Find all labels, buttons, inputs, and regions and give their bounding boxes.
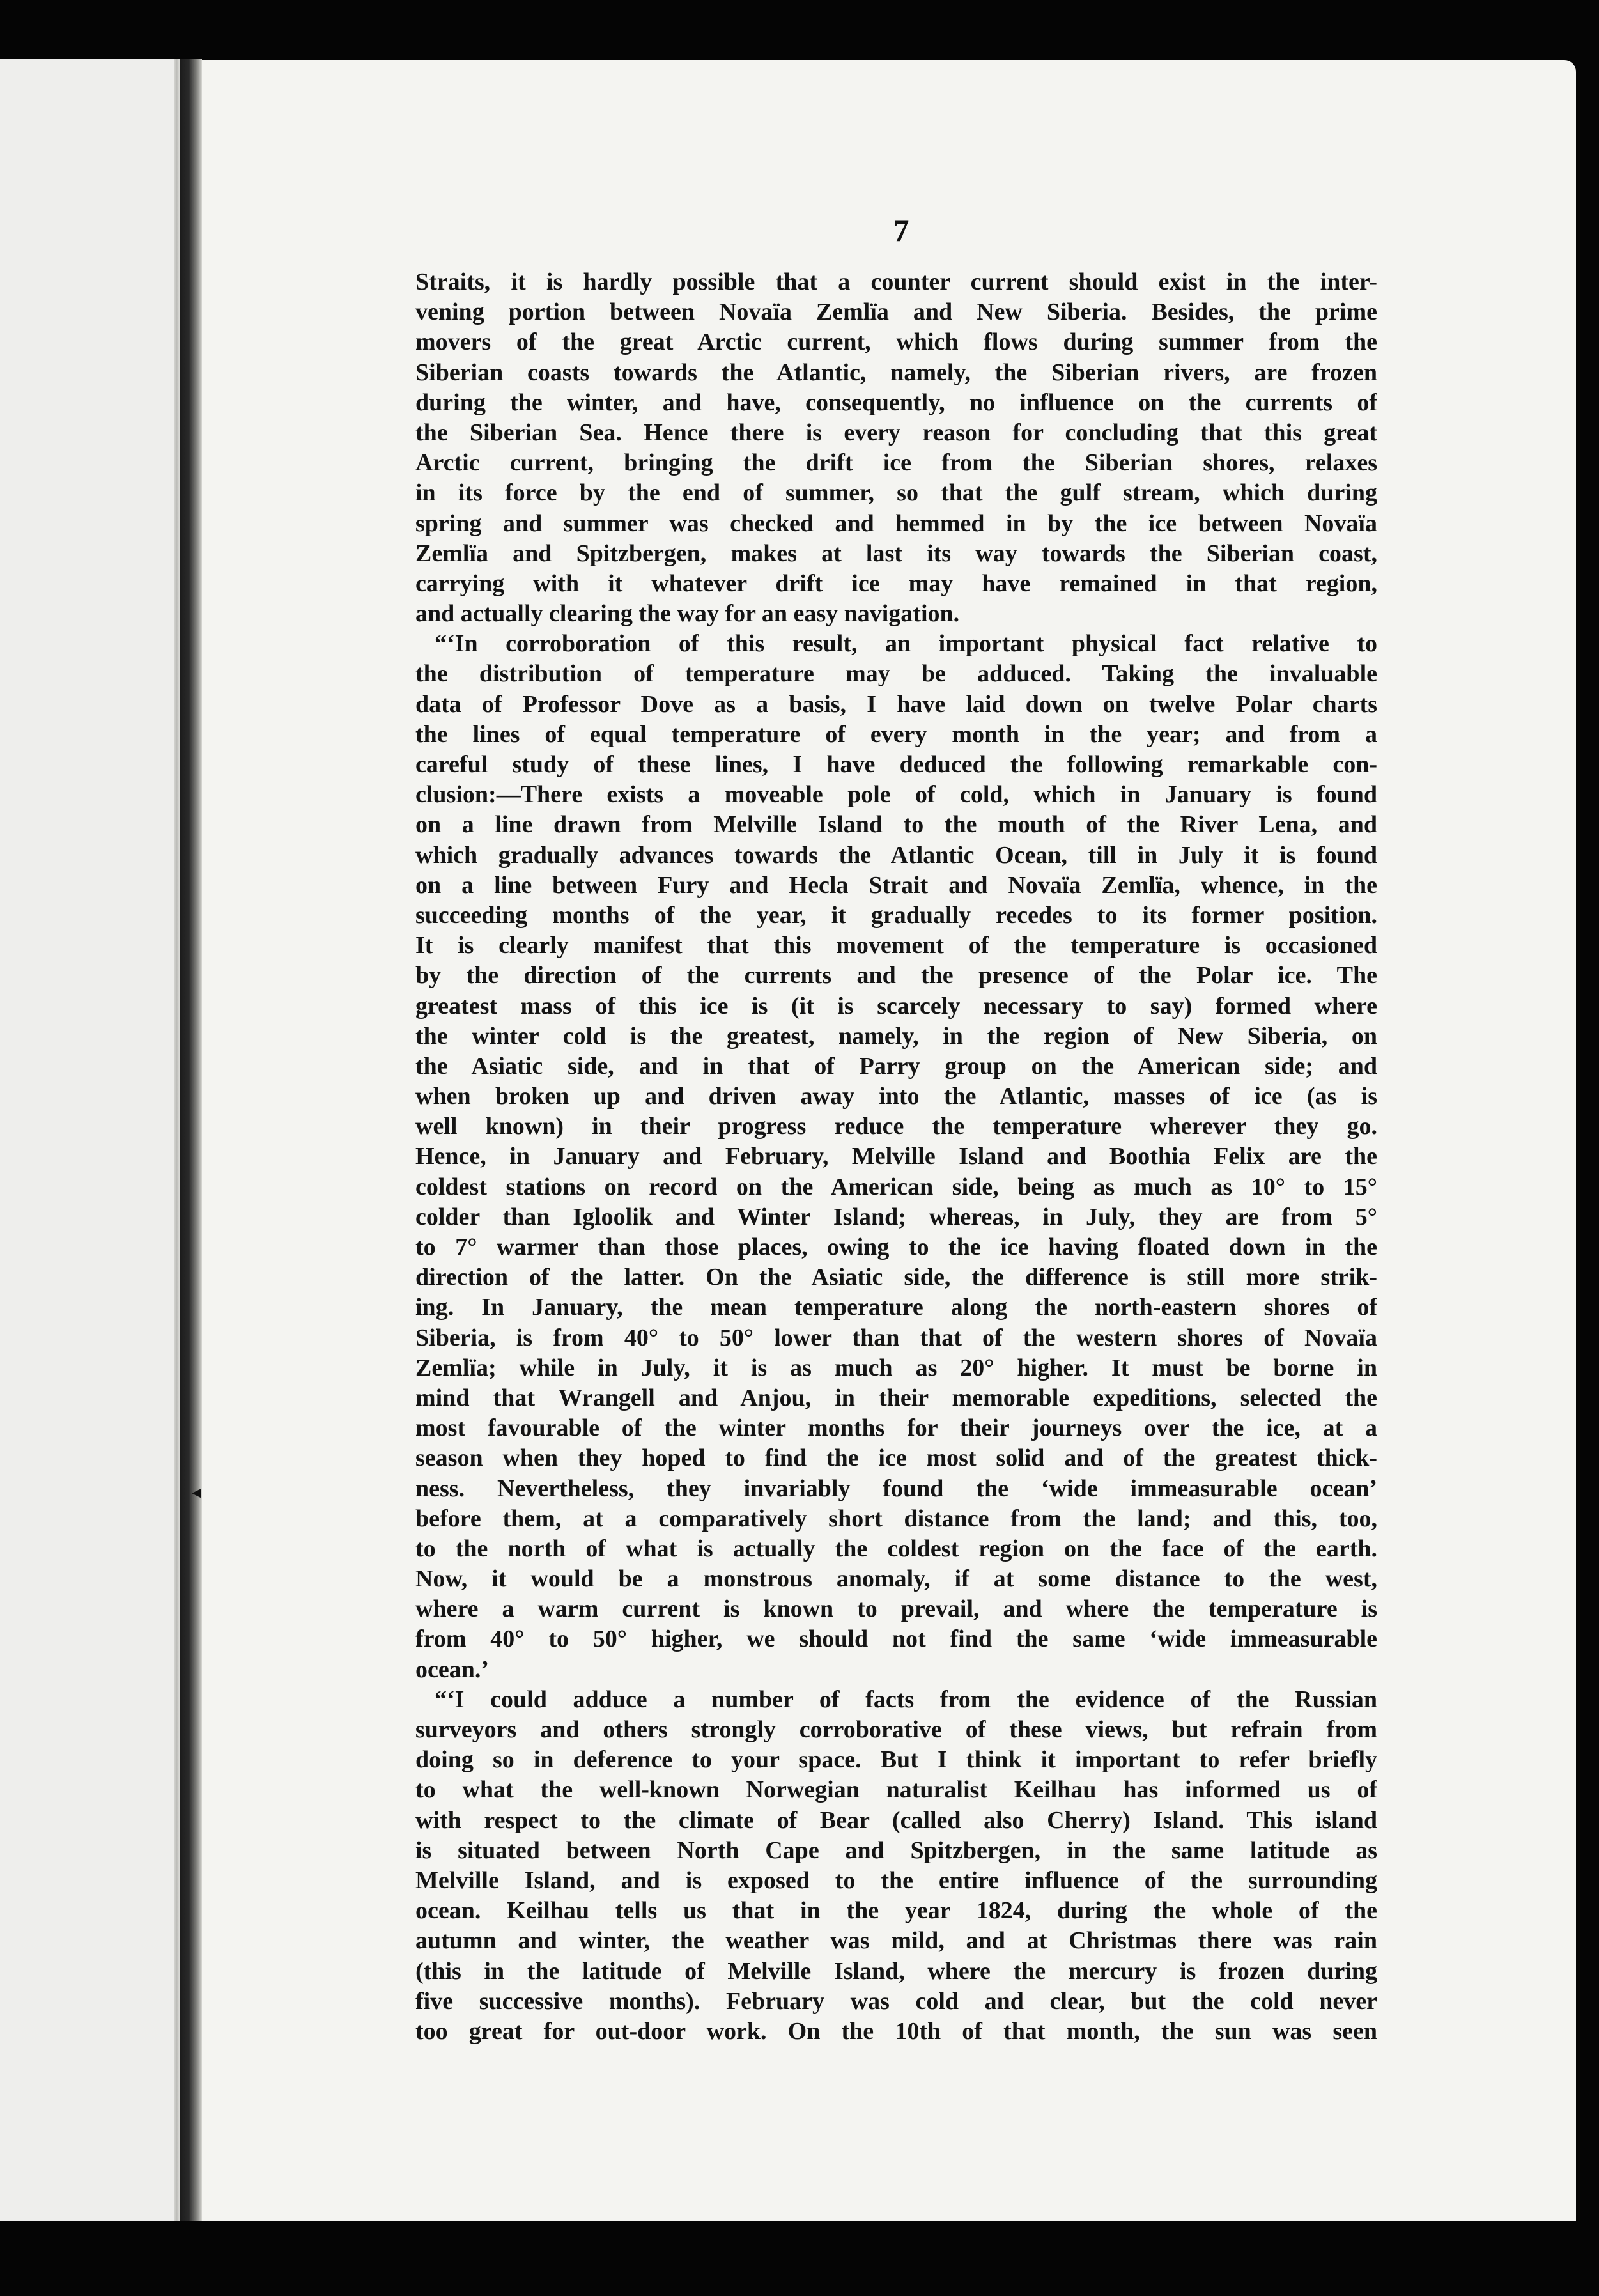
text-line: “‘I could adduce a number of facts from the evidence of the Russian [435,1686,1377,1713]
text-line: doing so in deference to your space. But I think it important to refer briefly [415,1746,1377,1774]
left-page-edge [0,59,182,2221]
text-line: mind that Wrangell and Anjou, in their memorable expeditions, selected the [415,1384,1377,1411]
text-line: “‘In corroboration of this result, an important physical fact relative to [435,630,1377,658]
text-line: too great for out-door work. On the 10th of that month, the sun was seen [415,2017,1377,2045]
text-line: and actually clearing the way for an easy navigation. [415,600,960,628]
text-line: careful study of these lines, I have deduced the following remarkable con- [415,751,1377,778]
text-line: data of Professor Dove as a basis, I have laid down on twelve Polar charts [415,690,1377,718]
text-line: Melville Island, and is exposed to the entire influence of the surrounding [415,1866,1377,1894]
text-line: five successive months). February was cold and clear, but the cold never [415,1987,1377,2015]
text-line: the Asiatic side, and in that of Parry group on the American side; and [415,1052,1377,1080]
text-line: during the winter, and have, consequently, no influence on the currents of [415,389,1377,416]
text-line: succeeding months of the year, it gradually recedes to its former position. [415,901,1377,929]
text-line: ing. In January, the mean temperature along the north-eastern shores of [415,1294,1377,1321]
text-line: ocean.’ [415,1656,490,1683]
text-line: spring and summer was checked and hemmed in by the ice between Novaïa [415,509,1377,537]
text-line: to 7° warmer than those places, owing to the ice having floated down in the [415,1234,1377,1260]
text-line: Zemlïa; while in July, it is as much as 20° higher. It must be borne in [415,1354,1377,1381]
text-line: surveyors and others strongly corroborative of these views, but refrain from [415,1716,1377,1743]
text-line: direction of the latter. On the Asiatic side, the difference is still more strik- [415,1264,1377,1291]
text-line: where a warm current is known to prevail, and where the temperature is [415,1595,1377,1623]
text-line: Now, it would be a monstrous anomaly, if at some distance to the west, [415,1565,1377,1593]
text-line: Hence, in January and February, Melville Island and Boothia Felix are the [415,1143,1377,1170]
text-line: ness. Nevertheless, they invariably found the ‘wide immeasurable ocean’ [415,1475,1377,1502]
text-line: the distribution of temperature may be adduced. Taking the invaluable [415,660,1377,688]
text-line: before them, at a comparatively short distance from the land; and this, too, [415,1505,1377,1532]
text-line: from 40° to 50° higher, we should not find the same ‘wide immeasurable [415,1625,1377,1653]
text-line: to what the well-known Norwegian naturalist Keilhau has informed us of [415,1776,1377,1804]
gutter-mark: ◂ [192,1481,202,1503]
text-line: the lines of equal temperature of every month in the year; and from a [415,720,1377,748]
text-line: season when they hoped to find the ice most solid and of the greatest thick- [415,1445,1377,1472]
text-line: carrying with it whatever drift ice may have remained in that region, [415,570,1377,597]
body-text [415,267,1377,2047]
text-line: coldest stations on record on the American side, being as much as 10° to 15° [415,1173,1377,1200]
text-line: Arctic current, bringing the drift ice from the Siberian shores, relaxes [415,449,1377,477]
text-line: with respect to the climate of Bear (called also Cherry) Island. This island [415,1806,1377,1834]
text-line: autumn and winter, the weather was mild, and at Christmas there was rain [415,1927,1377,1955]
text-line: clusion:—There exists a moveable pole of cold, which in January is found [415,781,1377,809]
text-line: when broken up and driven away into the Atlantic, masses of ice (as is [415,1083,1377,1110]
text-line: by the direction of the currents and the presence of the Polar ice. The [415,962,1377,989]
text-line: movers of the great Arctic current, which flows during summer from the [415,329,1377,356]
page-edge-shading [174,59,180,2221]
text-line: which gradually advances towards the Atlantic Ocean, till in July it is found [415,841,1377,869]
text-line: in its force by the end of summer, so that the gulf stream, which during [415,479,1377,507]
page-number: 7 [893,212,909,248]
text-line: to the north of what is actually the coldest region on the face of the earth. [415,1535,1377,1562]
text-line: Siberia, is from 40° to 50° lower than that of the western shores of Novaïa [415,1324,1377,1351]
text-line: most favourable of the winter months for their journeys over the ice, at a [415,1415,1377,1442]
text-line: vening portion between Novaïa Zemlïa and New Siberia. Besides, the prime [415,299,1377,326]
text-line: on a line between Fury and Hecla Strait and Novaïa Zemlïa, whence, in the [415,871,1377,899]
text-line: Siberian coasts towards the Atlantic, namely, the Siberian rivers, are frozen [415,359,1377,386]
text-line: Zemlïa and Spitzbergen, makes at last its way towards the Siberian coast, [415,539,1377,567]
text-line: colder than Igloolik and Winter Island; whereas, in July, they are from 5° [415,1203,1377,1230]
text-line: is situated between North Cape and Spitzbergen, in the same latitude as [415,1836,1377,1864]
book-gutter [180,59,202,2221]
text-line: on a line drawn from Melville Island to the mouth of the River Lena, and [415,811,1377,839]
text-line: the winter cold is the greatest, namely, in the region of New Siberia, on [415,1022,1377,1050]
text-line: (this in the latitude of Melville Island, where the mercury is frozen during [415,1957,1377,1985]
text-line: the Siberian Sea. Hence there is every reason for concluding that this great [415,419,1377,446]
text-line: Straits, it is hardly possible that a counter current should exist in the inter- [415,268,1377,295]
text-line: well known) in their progress reduce the temperature wherever they go. [415,1113,1377,1140]
text-line: greatest mass of this ice is (it is scarcely necessary to say) formed where [415,992,1377,1020]
text-line: It is clearly manifest that this movement of the temperature is occasioned [415,932,1377,959]
text-line: ocean. Keilhau tells us that in the year 1824, during the whole of the [415,1897,1377,1925]
